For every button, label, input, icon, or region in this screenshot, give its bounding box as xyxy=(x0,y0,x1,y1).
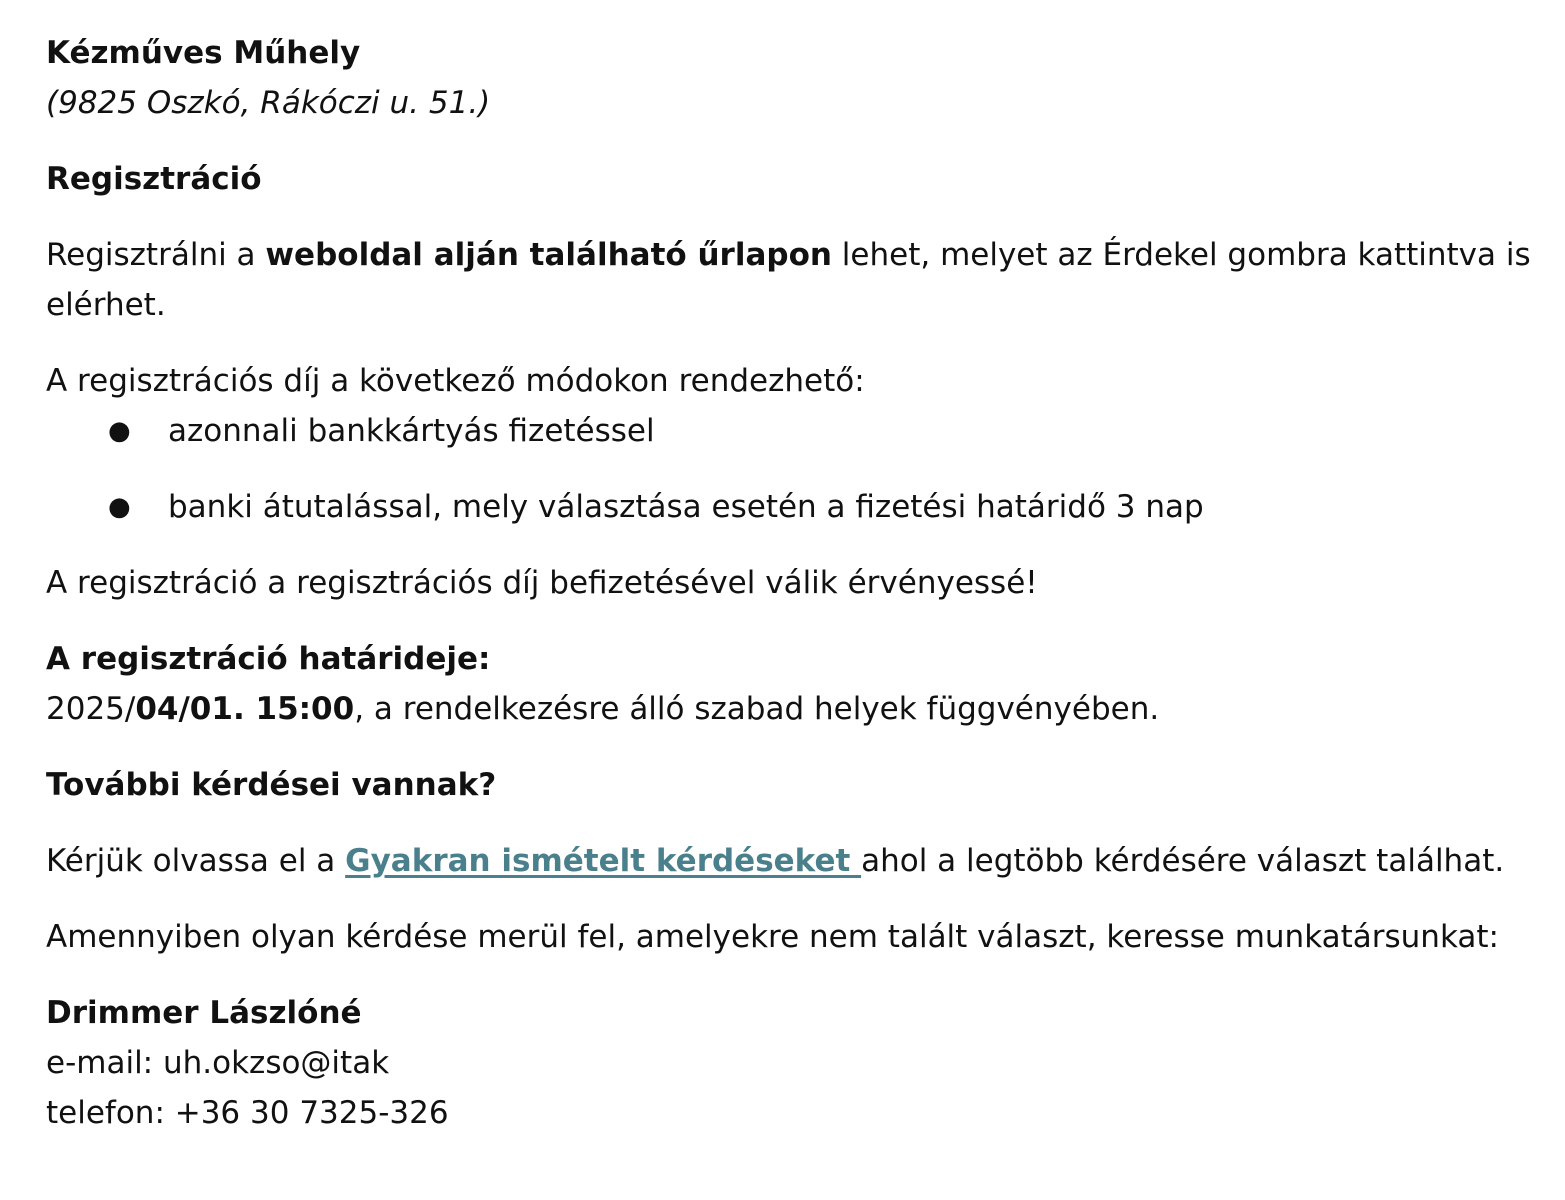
deadline-suffix: , a rendelkezésre álló szabad helyek függvényében. xyxy=(354,691,1160,727)
questions-heading: További kérdései vannak? xyxy=(46,767,497,803)
document-body xyxy=(46,28,1541,1138)
bullet-icon: ● xyxy=(108,492,131,522)
registration-heading: Regisztráció xyxy=(46,161,262,197)
fee-intro: A regisztrációs díj a következő módokon rendezhető: xyxy=(46,363,865,399)
contact-name: Drimmer Lászlóné xyxy=(46,995,362,1031)
bullet-icon: ● xyxy=(108,416,131,446)
faq-line xyxy=(46,836,1541,886)
list-item xyxy=(46,406,1541,456)
list-item xyxy=(46,482,1541,532)
intro-text-2: lehet, melyet az Érdekel gombra kattintva is xyxy=(831,237,1531,273)
intro-text-1: Regisztrálni a xyxy=(46,237,266,273)
intro-text-3: elérhet. xyxy=(46,287,166,323)
deadline-heading: A regisztráció határideje: xyxy=(46,641,491,677)
faq-after: ahol a legtöbb kérdésére választ találhat. xyxy=(861,843,1505,879)
deadline-date: 04/01. 15:00 xyxy=(135,691,355,727)
deadline-year: 2025/ xyxy=(46,691,136,727)
registration-intro xyxy=(46,230,1541,330)
org-address: (9825 Oszkó, Rákóczi u. 51.) xyxy=(46,85,491,121)
contact-phone[interactable]: telefon: +36 30 7325-326 xyxy=(46,1095,449,1131)
contact-intro: Amennyiben olyan kérdése merül fel, amelyekre nem talált választ, keresse munkatársunkat: xyxy=(46,919,1499,955)
payment-method-transfer: banki átutalással, mely választása esetén a fizetési határidő 3 nap xyxy=(168,489,1204,525)
org-name: Kézműves Műhely xyxy=(46,35,361,71)
payment-method-card: azonnali bankkártyás fizetéssel xyxy=(168,413,655,449)
faq-before: Kérjük olvassa el a xyxy=(46,843,346,879)
deadline-line xyxy=(46,684,1541,734)
contact-email[interactable]: e-mail: uh.okzso@itak xyxy=(46,1045,390,1081)
faq-link[interactable]: Gyakran ismételt kérdéseket xyxy=(345,843,862,879)
payment-methods-list xyxy=(46,406,1541,532)
intro-form-location: weboldal alján található űrlapon xyxy=(265,237,832,273)
validity-note: A regisztráció a regisztrációs díj befizetésével válik érvényessé! xyxy=(46,565,1038,601)
